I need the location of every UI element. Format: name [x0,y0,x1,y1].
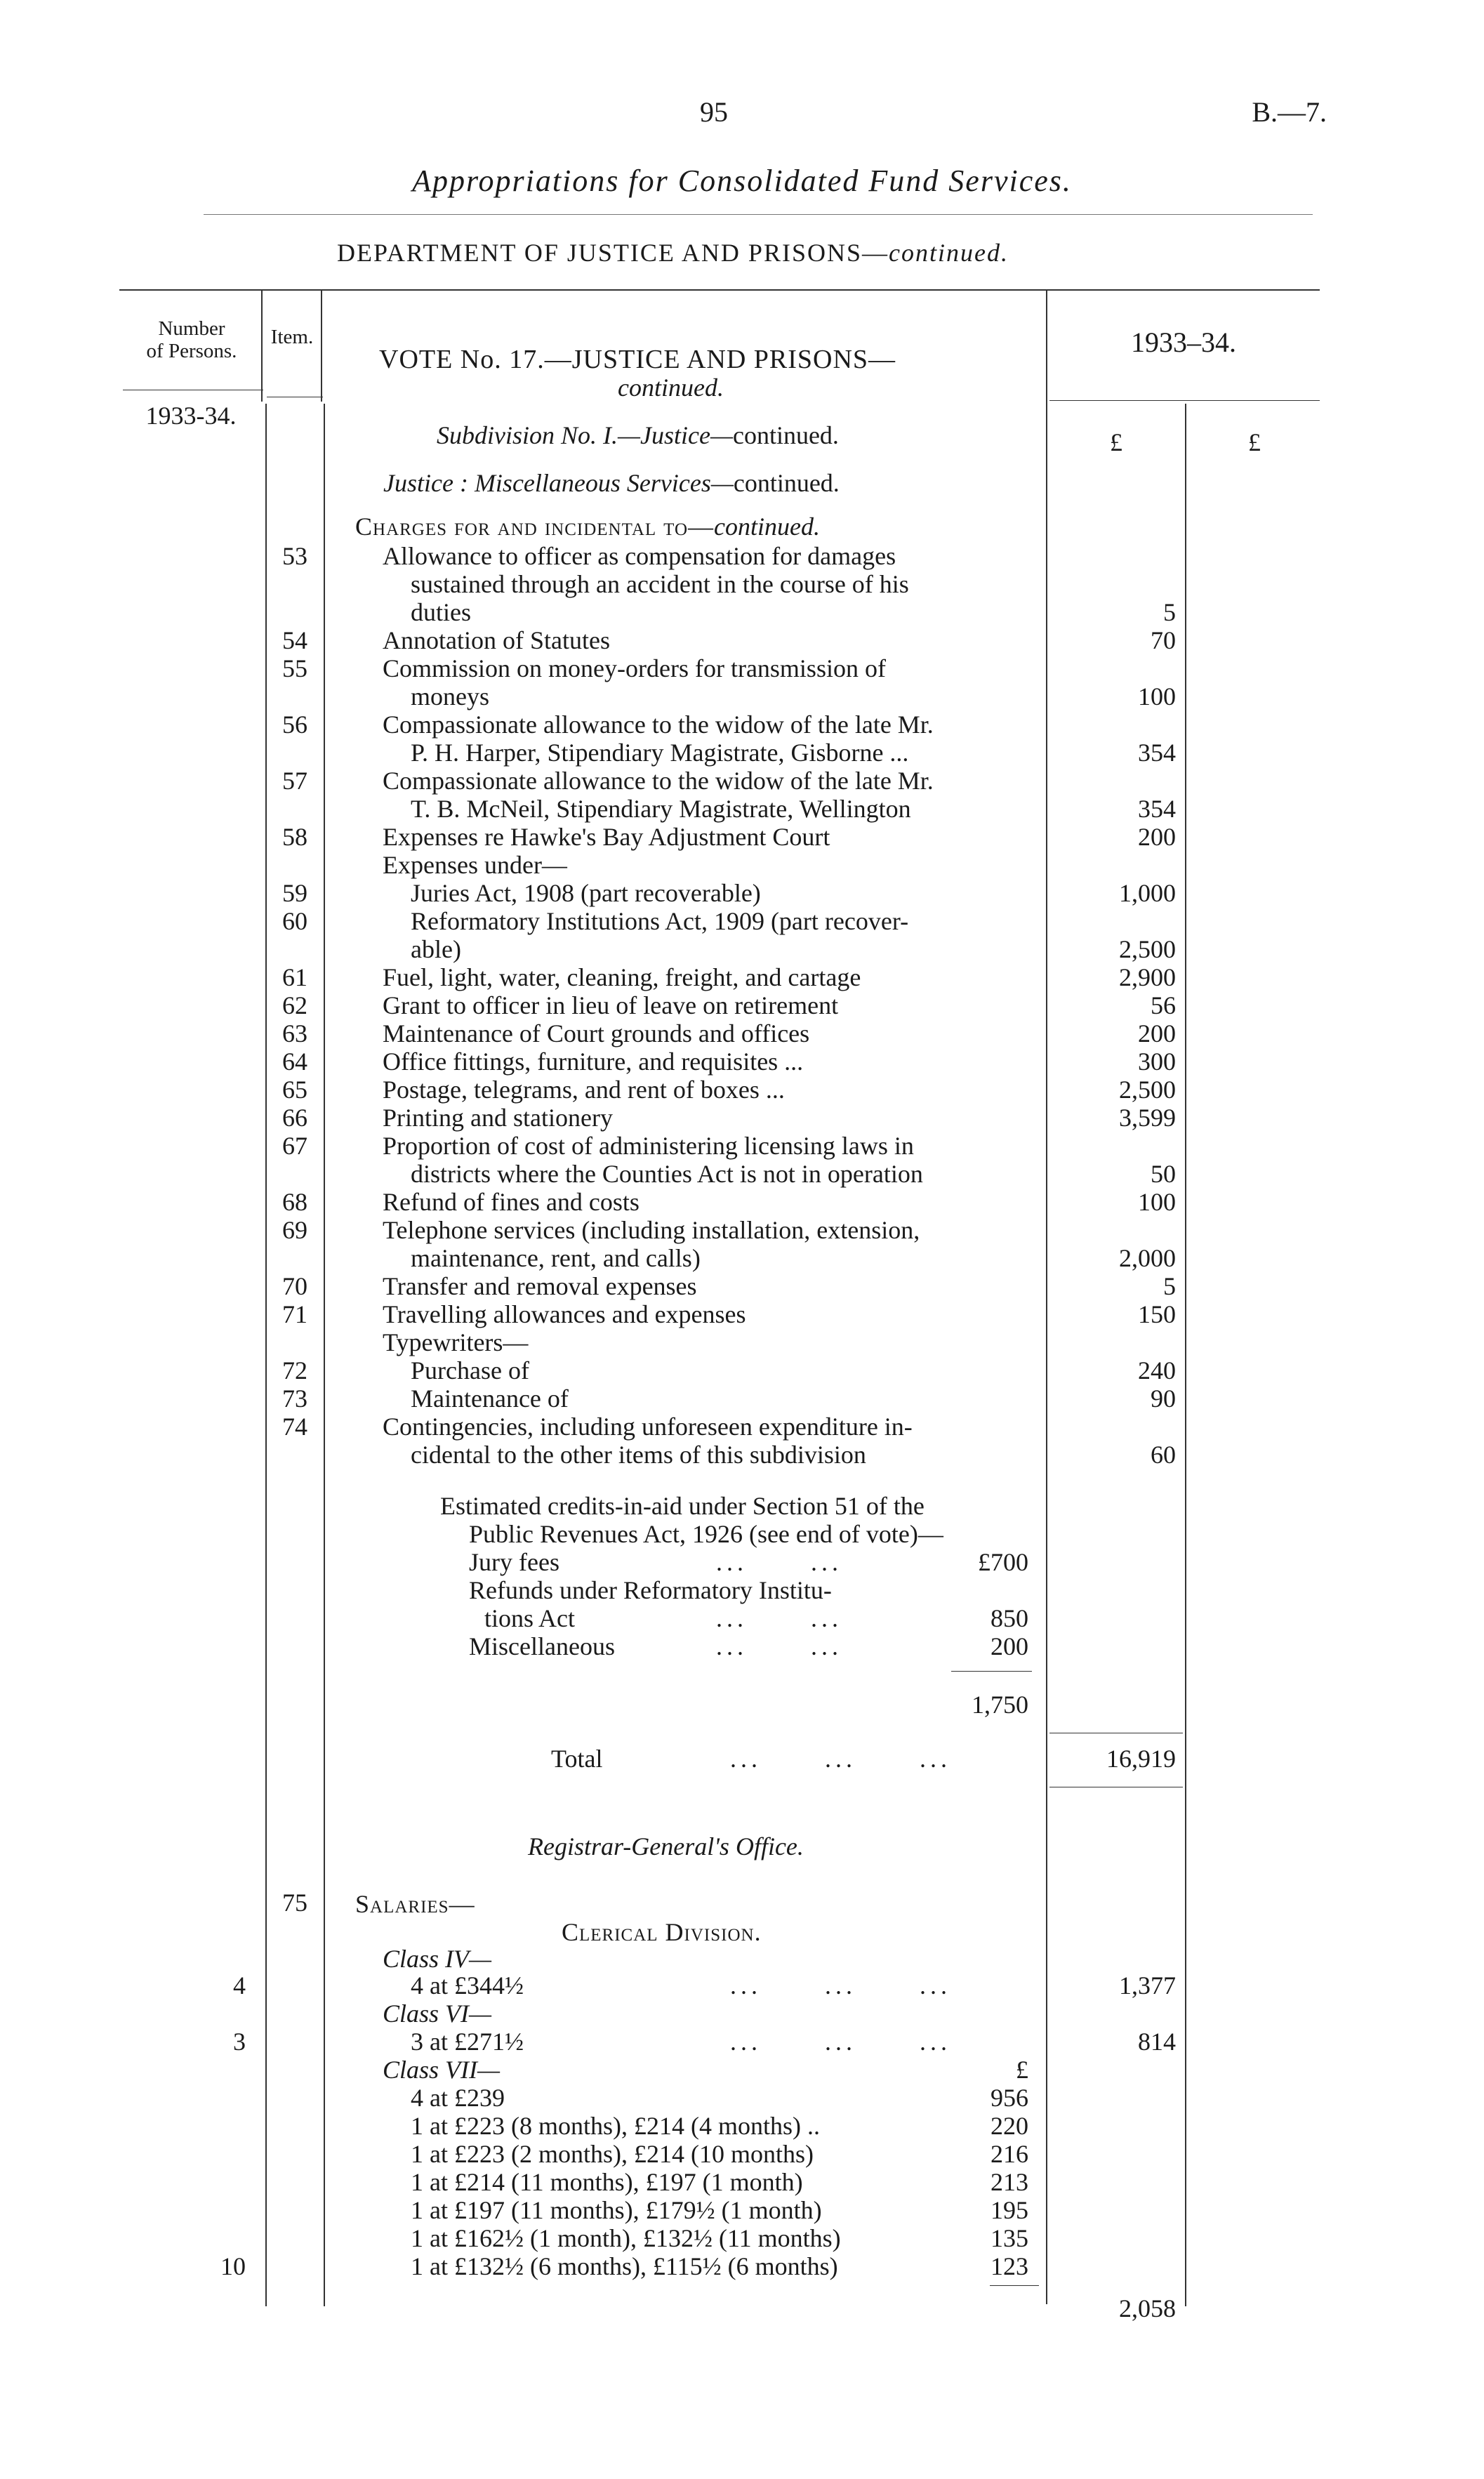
item-number: 69 [282,1216,307,1244]
item-description-line: Maintenance of [411,1384,569,1413]
item-description-line: sustained through an accident in the course of his [411,570,909,598]
item-number: 59 [282,879,307,907]
item-number: 70 [282,1272,307,1300]
item-number: 61 [282,963,307,991]
class-vii-row-label: 4 at £239 [411,2084,505,2112]
item-description-line: cidental to the other items of this subdivision [411,1441,866,1469]
item-number: 57 [282,767,307,795]
class-vii-row-amount: 220 [991,2112,1028,2140]
currency-column-1: £ [1110,428,1122,456]
item-description-line: Office fittings, furniture, and requisites ... [383,1047,804,1076]
item-description-line: Printing and stationery [383,1104,613,1132]
item-description-line: Compassionate allowance to the widow of the late Mr. [383,767,934,795]
credits-jury-amount: £700 [978,1548,1028,1576]
item-description-line: Postage, telegrams, and rent of boxes ... [383,1076,785,1104]
item-description-line: Contingencies, including unforeseen expenditure in- [383,1413,913,1441]
misc-services-heading: Justice : Miscellaneous Services—continued. [383,469,840,497]
item-number: 73 [282,1384,307,1413]
item-amount: 2,500 [1119,935,1176,963]
item-description-line: Fuel, light, water, cleaning, freight, and cartage [383,963,861,991]
item-description-line: P. H. Harper, Stipendiary Magistrate, Gisborne ... [411,739,909,767]
class-iv-persons: 4 [233,1971,246,1999]
document-reference: B.—7. [1252,96,1327,128]
item-description-line: districts where the Counties Act is not in operation [411,1160,923,1188]
credits-jury-label: Jury fees [469,1548,559,1576]
item-description-line: Reformatory Institutions Act, 1909 (part recover- [411,907,909,935]
leader-dots: ... ... [716,1604,842,1632]
class-vii-currency: £ [1016,2056,1028,2084]
class-vii-row-amount: 195 [991,2196,1028,2224]
class-vi-persons: 3 [233,2028,246,2056]
class-vii-row-amount: 123 [991,2252,1028,2280]
item-number: 62 [282,991,307,1019]
persons-header-line2: of Persons. [146,340,237,362]
item-number: 64 [282,1047,307,1076]
class-vii-persons: 10 [220,2252,246,2280]
item-amount: 354 [1138,795,1176,823]
leader-dots: ... ... ... [730,2028,951,2056]
item-description-line: Expenses under— [383,851,567,879]
total-amount: 16,919 [1106,1745,1176,1773]
item-description-line: Typewriters— [383,1328,529,1356]
item-amount: 2,500 [1119,1076,1176,1104]
item-description-line: Commission on money-orders for transmission of [383,654,886,682]
item-description-line: Juries Act, 1908 (part recoverable) [411,879,761,907]
credits-refunds-amount: 850 [991,1604,1028,1632]
item-description-line: Travelling allowances and expenses [383,1300,746,1328]
department-heading: DEPARTMENT OF JUSTICE AND PRISONS—continued. [337,239,1009,267]
item-header: Item. [270,326,314,348]
class-vii-row-label: 1 at £162½ (1 month), £132½ (11 months) [411,2224,841,2252]
class-vii-sum-rule [990,2285,1039,2286]
item-description-line: Allowance to officer as compensation for damages [383,542,896,570]
item-amount: 5 [1163,598,1176,626]
charges-heading: Charges for and incidental to—continued. [355,513,821,541]
class-vii-total: 2,058 [1119,2294,1176,2322]
total-label: Total [551,1745,603,1773]
item-amount: 150 [1138,1300,1176,1328]
class-vii-row-label: 1 at £214 (11 months), £197 (1 month) [411,2168,803,2196]
amount-column-left-rule [1046,289,1047,2304]
item-description-line: Annotation of Statutes [383,626,610,654]
table-top-rule [119,289,1320,291]
item-number: 66 [282,1104,307,1132]
item-amount: 2,000 [1119,1244,1176,1272]
amount-column-middle-rule [1185,404,1186,2306]
credits-total: 1,750 [972,1691,1028,1719]
item-description-line: Compassionate allowance to the widow of the late Mr. [383,710,934,739]
year-header: 1933–34. [1131,326,1236,358]
item-amount: 100 [1138,1188,1176,1216]
class-iv-heading: Class IV— [383,1945,492,1973]
registrar-item-number: 75 [282,1889,307,1917]
clerical-division-heading: Clerical Division. [562,1918,762,1946]
class-vi-heading: Class VI— [383,1999,492,2028]
class-vii-row-label: 1 at £223 (2 months), £214 (10 months) [411,2140,814,2168]
class-iv-rate: 4 at £344½ [411,1971,524,1999]
class-vii-heading: Class VII— [383,2056,501,2084]
item-number: 63 [282,1019,307,1047]
class-vii-row-amount: 956 [991,2084,1028,2112]
item-amount: 100 [1138,682,1176,710]
vote-title-continued: continued. [618,373,724,402]
item-amount: 5 [1163,1272,1176,1300]
credits-misc-amount: 200 [991,1632,1028,1660]
item-column-right-rule [324,404,325,2306]
item-description-line: Telephone services (including installation, extension, [383,1216,920,1244]
item-number: 72 [282,1356,307,1384]
item-number: 53 [282,542,307,570]
item-number: 68 [282,1188,307,1216]
class-vi-rate: 3 at £271½ [411,2028,524,2056]
item-description-line: Proportion of cost of administering licensing laws in [383,1132,914,1160]
title-rule [204,214,1313,215]
registrar-heading: Registrar-General's Office. [528,1832,804,1860]
item-amount: 70 [1151,626,1176,654]
item-number: 60 [282,907,307,935]
item-description-line: Purchase of [411,1356,529,1384]
credits-sum-rule [951,1671,1032,1672]
item-number: 65 [282,1076,307,1104]
currency-column-2: £ [1248,428,1261,456]
class-vii-row-amount: 216 [991,2140,1028,2168]
item-amount: 200 [1138,823,1176,851]
credits-refunds-label-line2: tions Act [484,1604,576,1632]
class-iv-amount: 1,377 [1119,1971,1176,1999]
item-amount: 90 [1151,1384,1176,1413]
item-amount: 300 [1138,1047,1176,1076]
item-amount: 3,599 [1119,1104,1176,1132]
class-vii-row-amount: 213 [991,2168,1028,2196]
item-column-left-rule [265,404,267,2306]
item-amount: 50 [1151,1160,1176,1188]
item-number: 74 [282,1413,307,1441]
page-number: 95 [700,96,728,128]
subdivision-heading: Subdivision No. I.—Justice—continued. [437,421,839,449]
item-amount: 2,900 [1119,963,1176,991]
page-title: Appropriations for Consolidated Fund Services. [412,164,1072,198]
item-description-line: Refund of fines and costs [383,1188,640,1216]
leader-dots: ... ... [716,1632,842,1660]
item-description-line: Maintenance of Court grounds and offices [383,1019,810,1047]
item-amount: 56 [1151,991,1176,1019]
class-vii-row-amount: 135 [991,2224,1028,2252]
class-vi-amount: 814 [1138,2028,1176,2056]
class-vii-row-label: 1 at £197 (11 months), £179½ (1 month) [411,2196,822,2224]
item-amount: 200 [1138,1019,1176,1047]
credits-intro-line1: Estimated credits-in-aid under Section 51 of the [440,1492,925,1520]
leader-dots: ... ... ... [730,1745,951,1773]
item-number: 55 [282,654,307,682]
item-amount: 60 [1151,1441,1176,1469]
item-description-line: maintenance, rent, and calls) [411,1244,701,1272]
item-amount: 354 [1138,739,1176,767]
persons-header-line1: Number [158,317,225,340]
persons-year: 1933-34. [145,402,237,430]
item-description-line: able) [411,935,461,963]
item-number: 67 [282,1132,307,1160]
credits-misc-label: Miscellaneous [469,1632,615,1660]
item-description-line: Grant to officer in lieu of leave on retirement [383,991,839,1019]
class-vii-row-label: 1 at £132½ (6 months), £115½ (6 months) [411,2252,838,2280]
item-amount: 240 [1138,1356,1176,1384]
item-number: 56 [282,710,307,739]
item-description-line: Transfer and removal expenses [383,1272,697,1300]
salaries-heading: Salaries— [355,1890,475,1918]
item-amount: 1,000 [1119,879,1176,907]
item-number: 58 [282,823,307,851]
vote-title: VOTE No. 17.—JUSTICE AND PRISONS— [379,345,896,374]
item-number: 71 [282,1300,307,1328]
class-vii-row-label: 1 at £223 (8 months), £214 (4 months) .. [411,2112,820,2140]
leader-dots: ... ... [716,1548,842,1576]
leader-dots: ... ... ... [730,1971,951,1999]
credits-intro-line2: Public Revenues Act, 1926 (see end of vote)— [469,1520,943,1548]
item-description-line: duties [411,598,471,626]
item-description-line: Expenses re Hawke's Bay Adjustment Court [383,823,830,851]
item-description-line: T. B. McNeil, Stipendiary Magistrate, Wellington [411,795,911,823]
year-header-rule [1049,400,1320,401]
item-description-line: moneys [411,682,489,710]
credits-refunds-label-line1: Refunds under Reformatory Institu- [469,1576,832,1604]
item-number: 54 [282,626,307,654]
